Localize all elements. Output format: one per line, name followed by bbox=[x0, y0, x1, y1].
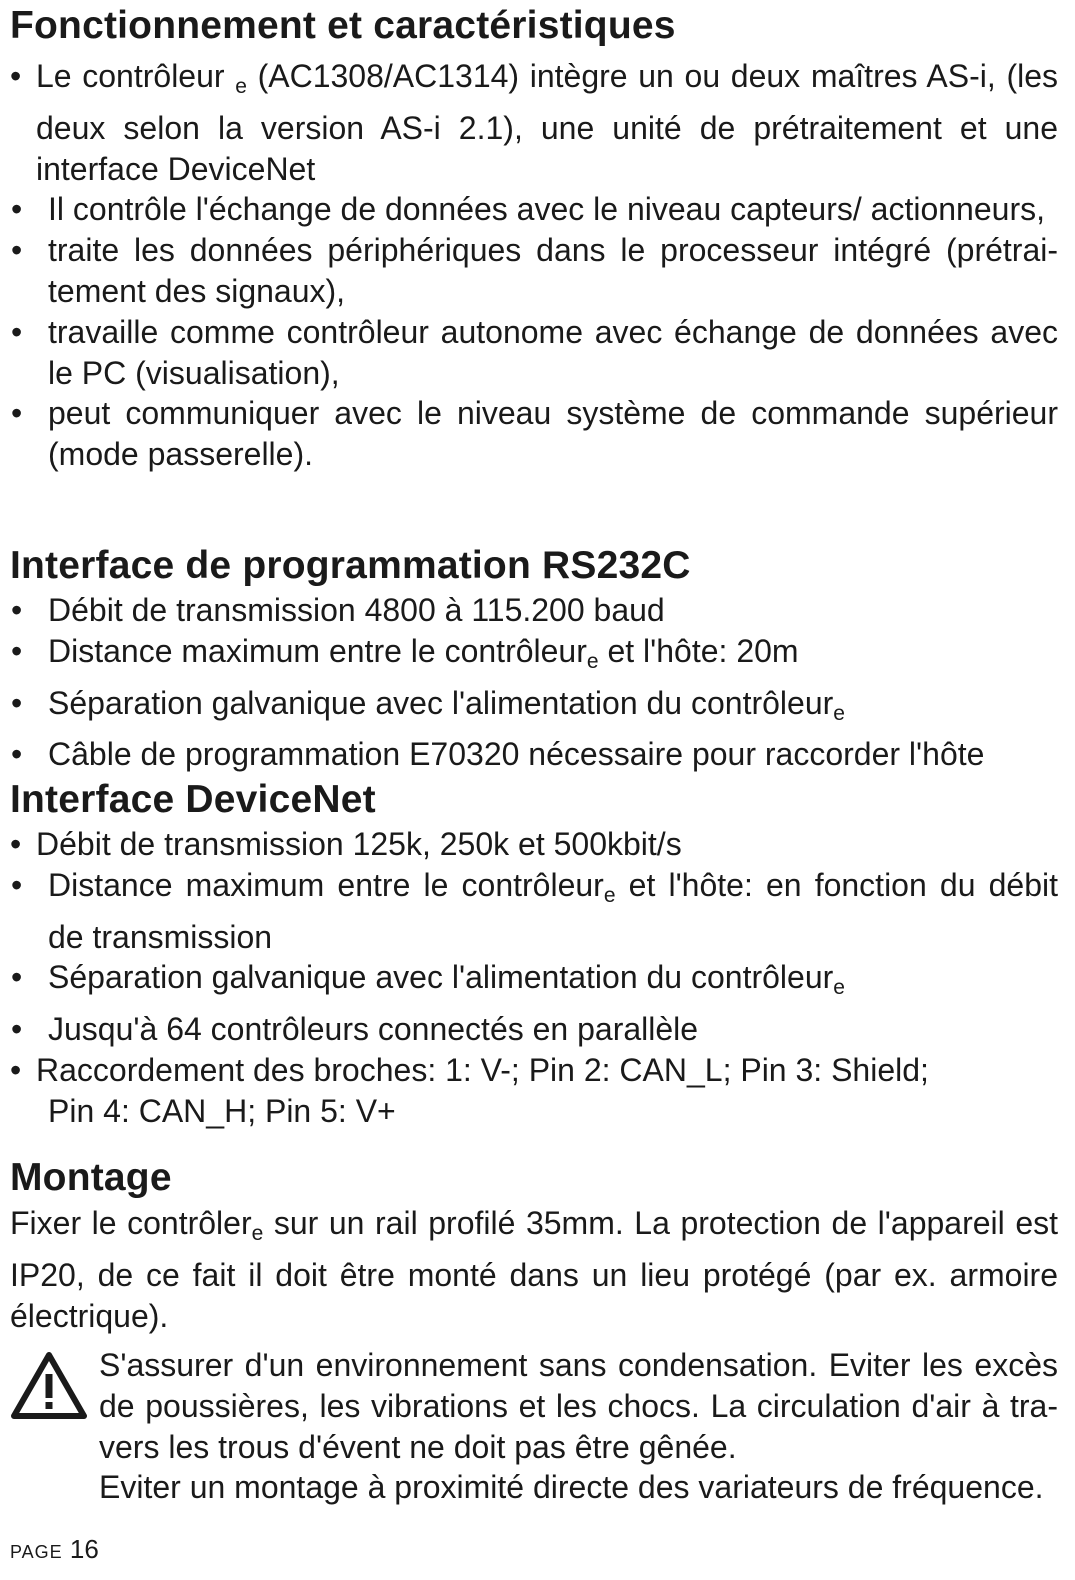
bullet-icon: • bbox=[11, 1011, 23, 1048]
bullet-icon: • bbox=[11, 736, 23, 773]
bullet-icon: • bbox=[11, 232, 23, 269]
warning-triangle-icon bbox=[11, 1352, 87, 1420]
section-montage bbox=[10, 1157, 1058, 1336]
page-number: 16 bbox=[69, 1534, 99, 1564]
warning-paragraph: S'assurer d'un environnement sans condensation. Eviter les excès de poussières, les vibrations et les chocs. La circulation d'air à travers les trous d'évent ne doit pas être gênée. bbox=[99, 1347, 1058, 1465]
bullet-icon: • bbox=[10, 826, 22, 862]
list-item: • Raccordement des broches: 1: V-; Pin 2: CAN_L; Pin 3: Shield; Pin 4: CAN_H; Pin 5: V+ bbox=[10, 1051, 929, 1129]
bullet-icon: • bbox=[11, 959, 23, 996]
list-item: • Débit de transmission 4800 à 115.200 baud bbox=[10, 590, 1058, 631]
bullet-icon: • bbox=[11, 684, 23, 721]
bullet-icon: • bbox=[11, 395, 23, 432]
bullet-icon: • bbox=[11, 313, 23, 350]
list-item: • Il contrôle l'échange de données avec le niveau capteurs/ actionneurs, bbox=[10, 189, 1058, 230]
section-devicenet bbox=[10, 779, 1058, 1132]
section-rs232 bbox=[10, 545, 1058, 775]
list-item: • Câble de programmation E70320 nécessaire pour raccorder l'hôte bbox=[10, 734, 1058, 775]
list-item: • Le contrôleur $_e$ (AC1308/AC1314) intègre un ou deux maîtres AS-i, (les deux selon la version AS-i 2.1), une unité de prétraitement et une interface DeviceNet bbox=[10, 58, 1059, 187]
bullet-icon: • bbox=[11, 632, 23, 669]
section-title-devicenet: Interface DeviceNet bbox=[10, 778, 376, 821]
section-title-rs232: Interface de programmation RS232C bbox=[10, 544, 691, 587]
section-title-montage: Montage bbox=[10, 1156, 172, 1199]
list-item: • traite les données périphériques dans le processeur intégré (prétraitement des signaux), bbox=[11, 232, 1058, 309]
section-title-features: Fonctionnement et caractéristiques bbox=[10, 4, 676, 47]
list-item: • Jusqu'à 64 contrôleurs connectés en parallèle bbox=[10, 1009, 1058, 1050]
warning-paragraph: Eviter un montage à proximité directe des variateurs de fréquence. bbox=[99, 1469, 1044, 1506]
list-item: • peut communiquer avec le niveau système de commande supérieur (mode passerelle). bbox=[11, 395, 1058, 473]
montage-paragraph: Fixer le contrôler$_e$ sur un rail profilé 35mm. La protection de l'appareil est IP20, de ce fait il doit être monté dans un lieu protégé (par ex. armoire électrique). bbox=[10, 1205, 1059, 1334]
rs232-list bbox=[10, 590, 1058, 775]
bullet-icon: • bbox=[10, 1051, 22, 1088]
bullet-icon: • bbox=[11, 191, 23, 228]
list-item: • Distance maximum entre le contrôleur$_e$ et l'hôte: 20m bbox=[11, 632, 799, 673]
page-footer bbox=[10, 1534, 99, 1567]
devicenet-list bbox=[10, 824, 1058, 1132]
features-list bbox=[10, 56, 1058, 475]
list-item: • Séparation galvanique avec l'alimentation du contrôleur$_e$ bbox=[11, 684, 845, 725]
list-item: • Séparation galvanique avec l'alimentation du contrôleur$_e$ bbox=[11, 959, 845, 1000]
bullet-icon: • bbox=[11, 866, 23, 903]
list-item: • Débit de transmission 125k, 250k et 500kbit/s bbox=[10, 824, 1058, 865]
bullet-icon: • bbox=[11, 592, 23, 628]
warning-text bbox=[99, 1345, 1058, 1508]
list-item: • Distance maximum entre le contrôleur$_e$ et l'hôte: en fonction du débit de transmission bbox=[11, 866, 1059, 955]
warning-block bbox=[10, 1345, 1058, 1508]
page-label: PAGE bbox=[10, 1542, 63, 1562]
bullet-icon: • bbox=[10, 58, 22, 94]
list-item: • travaille comme contrôleur autonome avec échange de données avec le PC (visualisation), bbox=[11, 313, 1058, 391]
